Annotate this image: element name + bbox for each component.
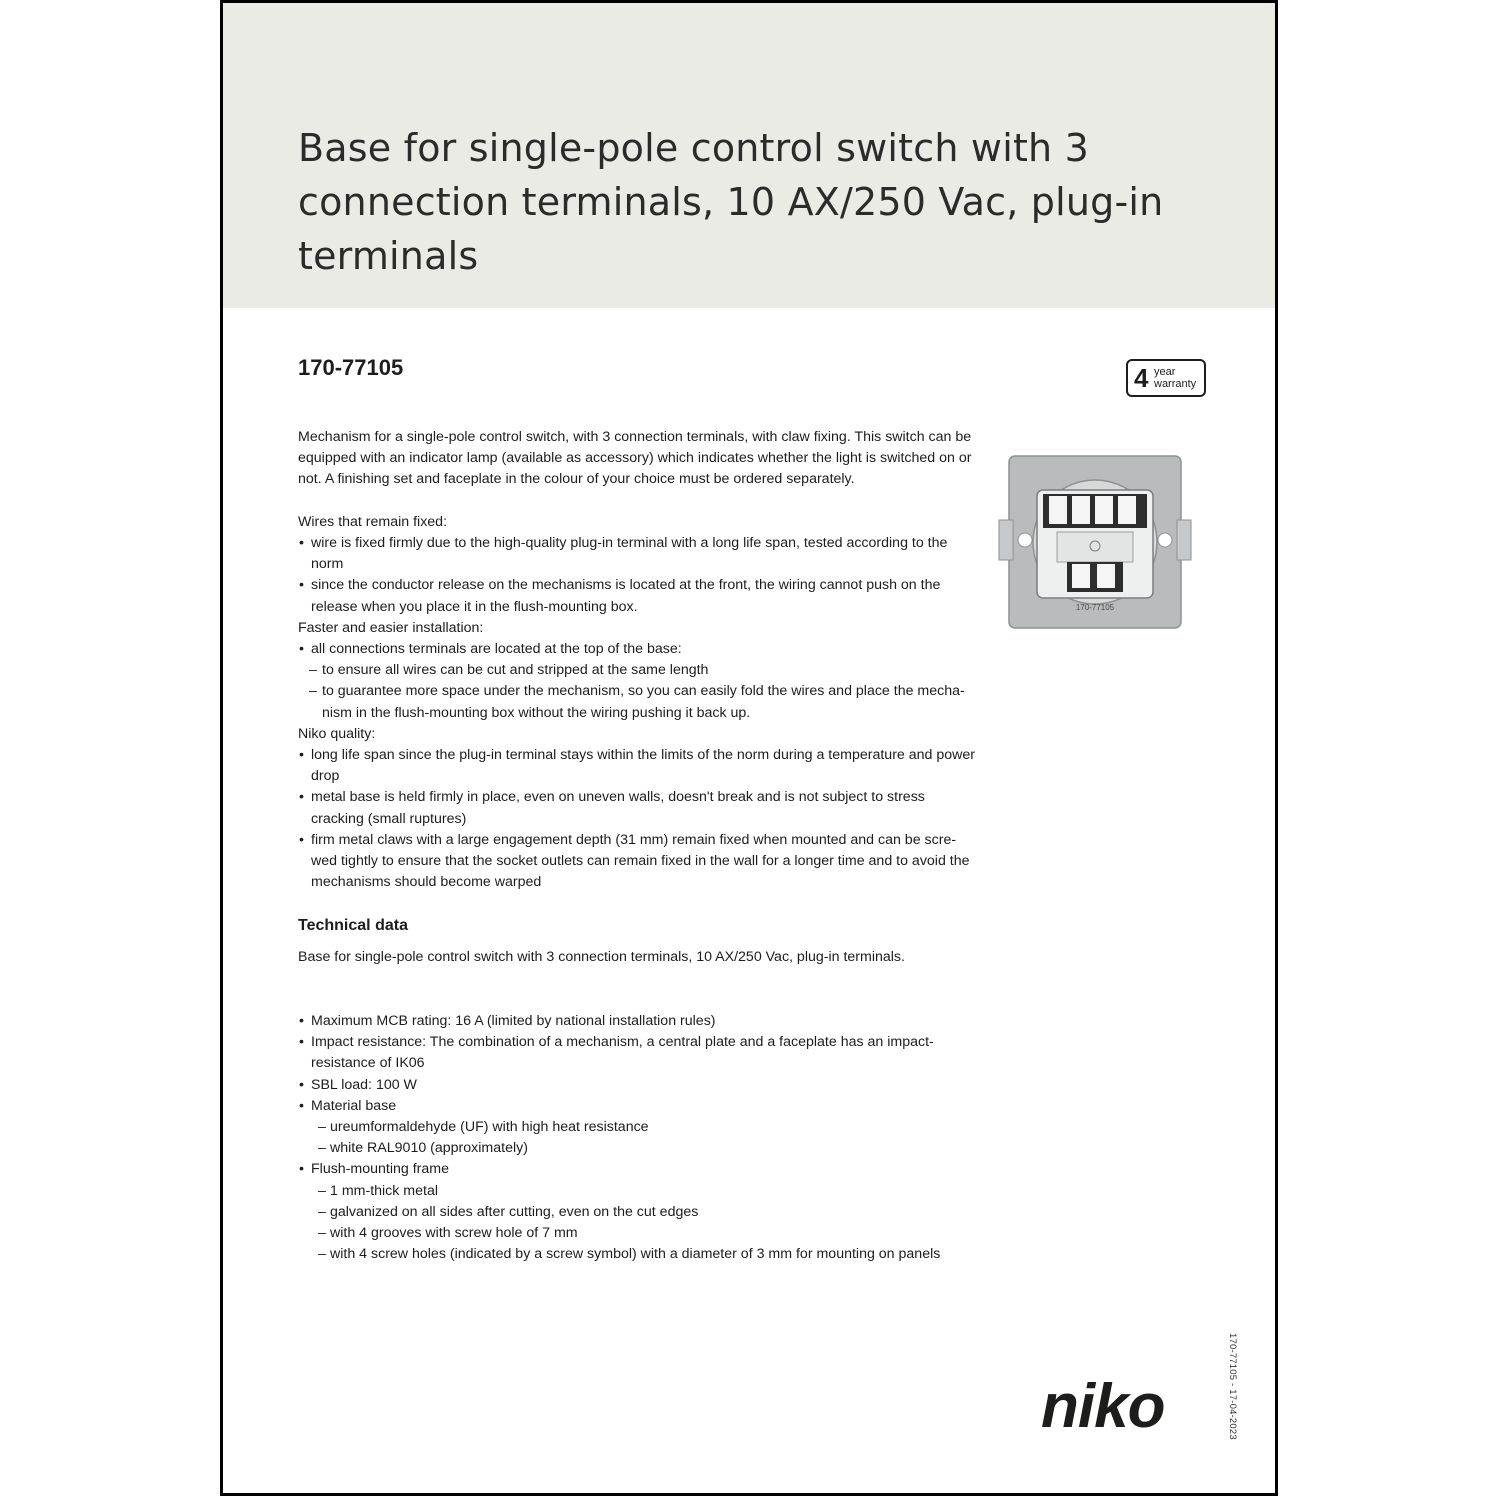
installation-heading: Faster and easier installation:	[298, 619, 484, 636]
wires-heading: Wires that remain fixed:	[298, 513, 448, 530]
warranty-badge	[1126, 359, 1206, 397]
product-image-label: 170-77105	[1075, 603, 1115, 612]
document-reference: 170-77105 - 17-04-2023	[1227, 1333, 1238, 1440]
list-item: • firm metal claws with a large engagement depth (31 mm) remain fixed when mounted and can be scre-wed tightly to ensure that the socket outlets can remain fixed in the wall for a longer time and to avoid the mechanisms should become warped	[298, 830, 978, 894]
technical-data-intro: Base for single-pole control switch with 3 connection terminals, 10 AX/250 Vac, plug-in terminals.	[298, 949, 905, 965]
warranty-label-line1: year	[1154, 366, 1176, 378]
brand-name: niko	[1041, 1375, 1165, 1435]
page-title: Base for single-pole control switch with 3 connection terminals, 10 AX/250 Vac, plug-in terminals	[298, 126, 1164, 278]
sub-list-item: – to ensure all wires can be cut and stripped at the same length	[298, 660, 978, 681]
warranty-label-line2: warranty	[1154, 378, 1197, 390]
spec-sub-item: – white RAL9010 (approximately)	[298, 1138, 988, 1159]
product-description	[298, 427, 978, 893]
technical-data-heading: Technical data	[298, 917, 408, 934]
quality-heading: Niko quality:	[298, 725, 376, 742]
spec-item: • Impact resistance: The combination of a mechanism, a central plate and a faceplate has an impact-resistance of IK06	[298, 1032, 988, 1074]
list-item: • metal base is held firmly in place, even on uneven walls, doesn't break and is not subject to stress cracking (small ruptures)	[298, 787, 978, 829]
niko-logo	[1041, 1375, 1211, 1435]
spec-item: • Material base	[298, 1096, 988, 1117]
spec-item: • Flush-mounting frame	[298, 1159, 988, 1180]
spec-sub-item: – galvanized on all sides after cutting, even on the cut edges	[298, 1202, 988, 1223]
spec-sub-item: – with 4 screw holes (indicated by a screw symbol) with a diameter of 3 mm for mounting on panels	[298, 1244, 988, 1265]
list-item: • wire is fixed firmly due to the high-quality plug-in terminal with a long life span, tested according to the norm	[298, 533, 978, 575]
list-item: • since the conductor release on the mechanisms is located at the front, the wiring cannot push on the release when you place it in the flush-mounting box.	[298, 575, 978, 617]
warranty-years: 4	[1134, 363, 1149, 393]
warranty-label	[1154, 366, 1196, 390]
list-item: • all connections terminals are located at the top of the base:	[298, 639, 978, 660]
list-item: • long life span since the plug-in terminal stays within the limits of the norm during a temperature and power drop	[298, 745, 978, 787]
spec-item: • Maximum MCB rating: 16 A (limited by national installation rules)	[298, 1011, 988, 1032]
product-image	[995, 450, 1195, 635]
datasheet-page	[220, 0, 1278, 1496]
product-code: 170-77105	[298, 355, 404, 380]
spec-sub-item: – with 4 grooves with screw hole of 7 mm	[298, 1223, 988, 1244]
description-paragraph: Mechanism for a single-pole control switch, with 3 connection terminals, with claw fixing. This switch can be equipped with an indicator lamp (available as accessory) which indicates whether the light is switched on or not. A finishing set and faceplate in the colour of your choice must be ordered separately.	[298, 429, 972, 488]
spec-item: • SBL load: 100 W	[298, 1075, 988, 1096]
spec-sub-item: – ureumformaldehyde (UF) with high heat resistance	[298, 1117, 988, 1138]
technical-data-list	[298, 1011, 988, 1265]
spec-sub-item: – 1 mm-thick metal	[298, 1181, 988, 1202]
sub-list-item: – to guarantee more space under the mechanism, so you can easily fold the wires and place the mecha-nism in the flush-mounting box without the wiring pushing it back up.	[298, 681, 978, 723]
